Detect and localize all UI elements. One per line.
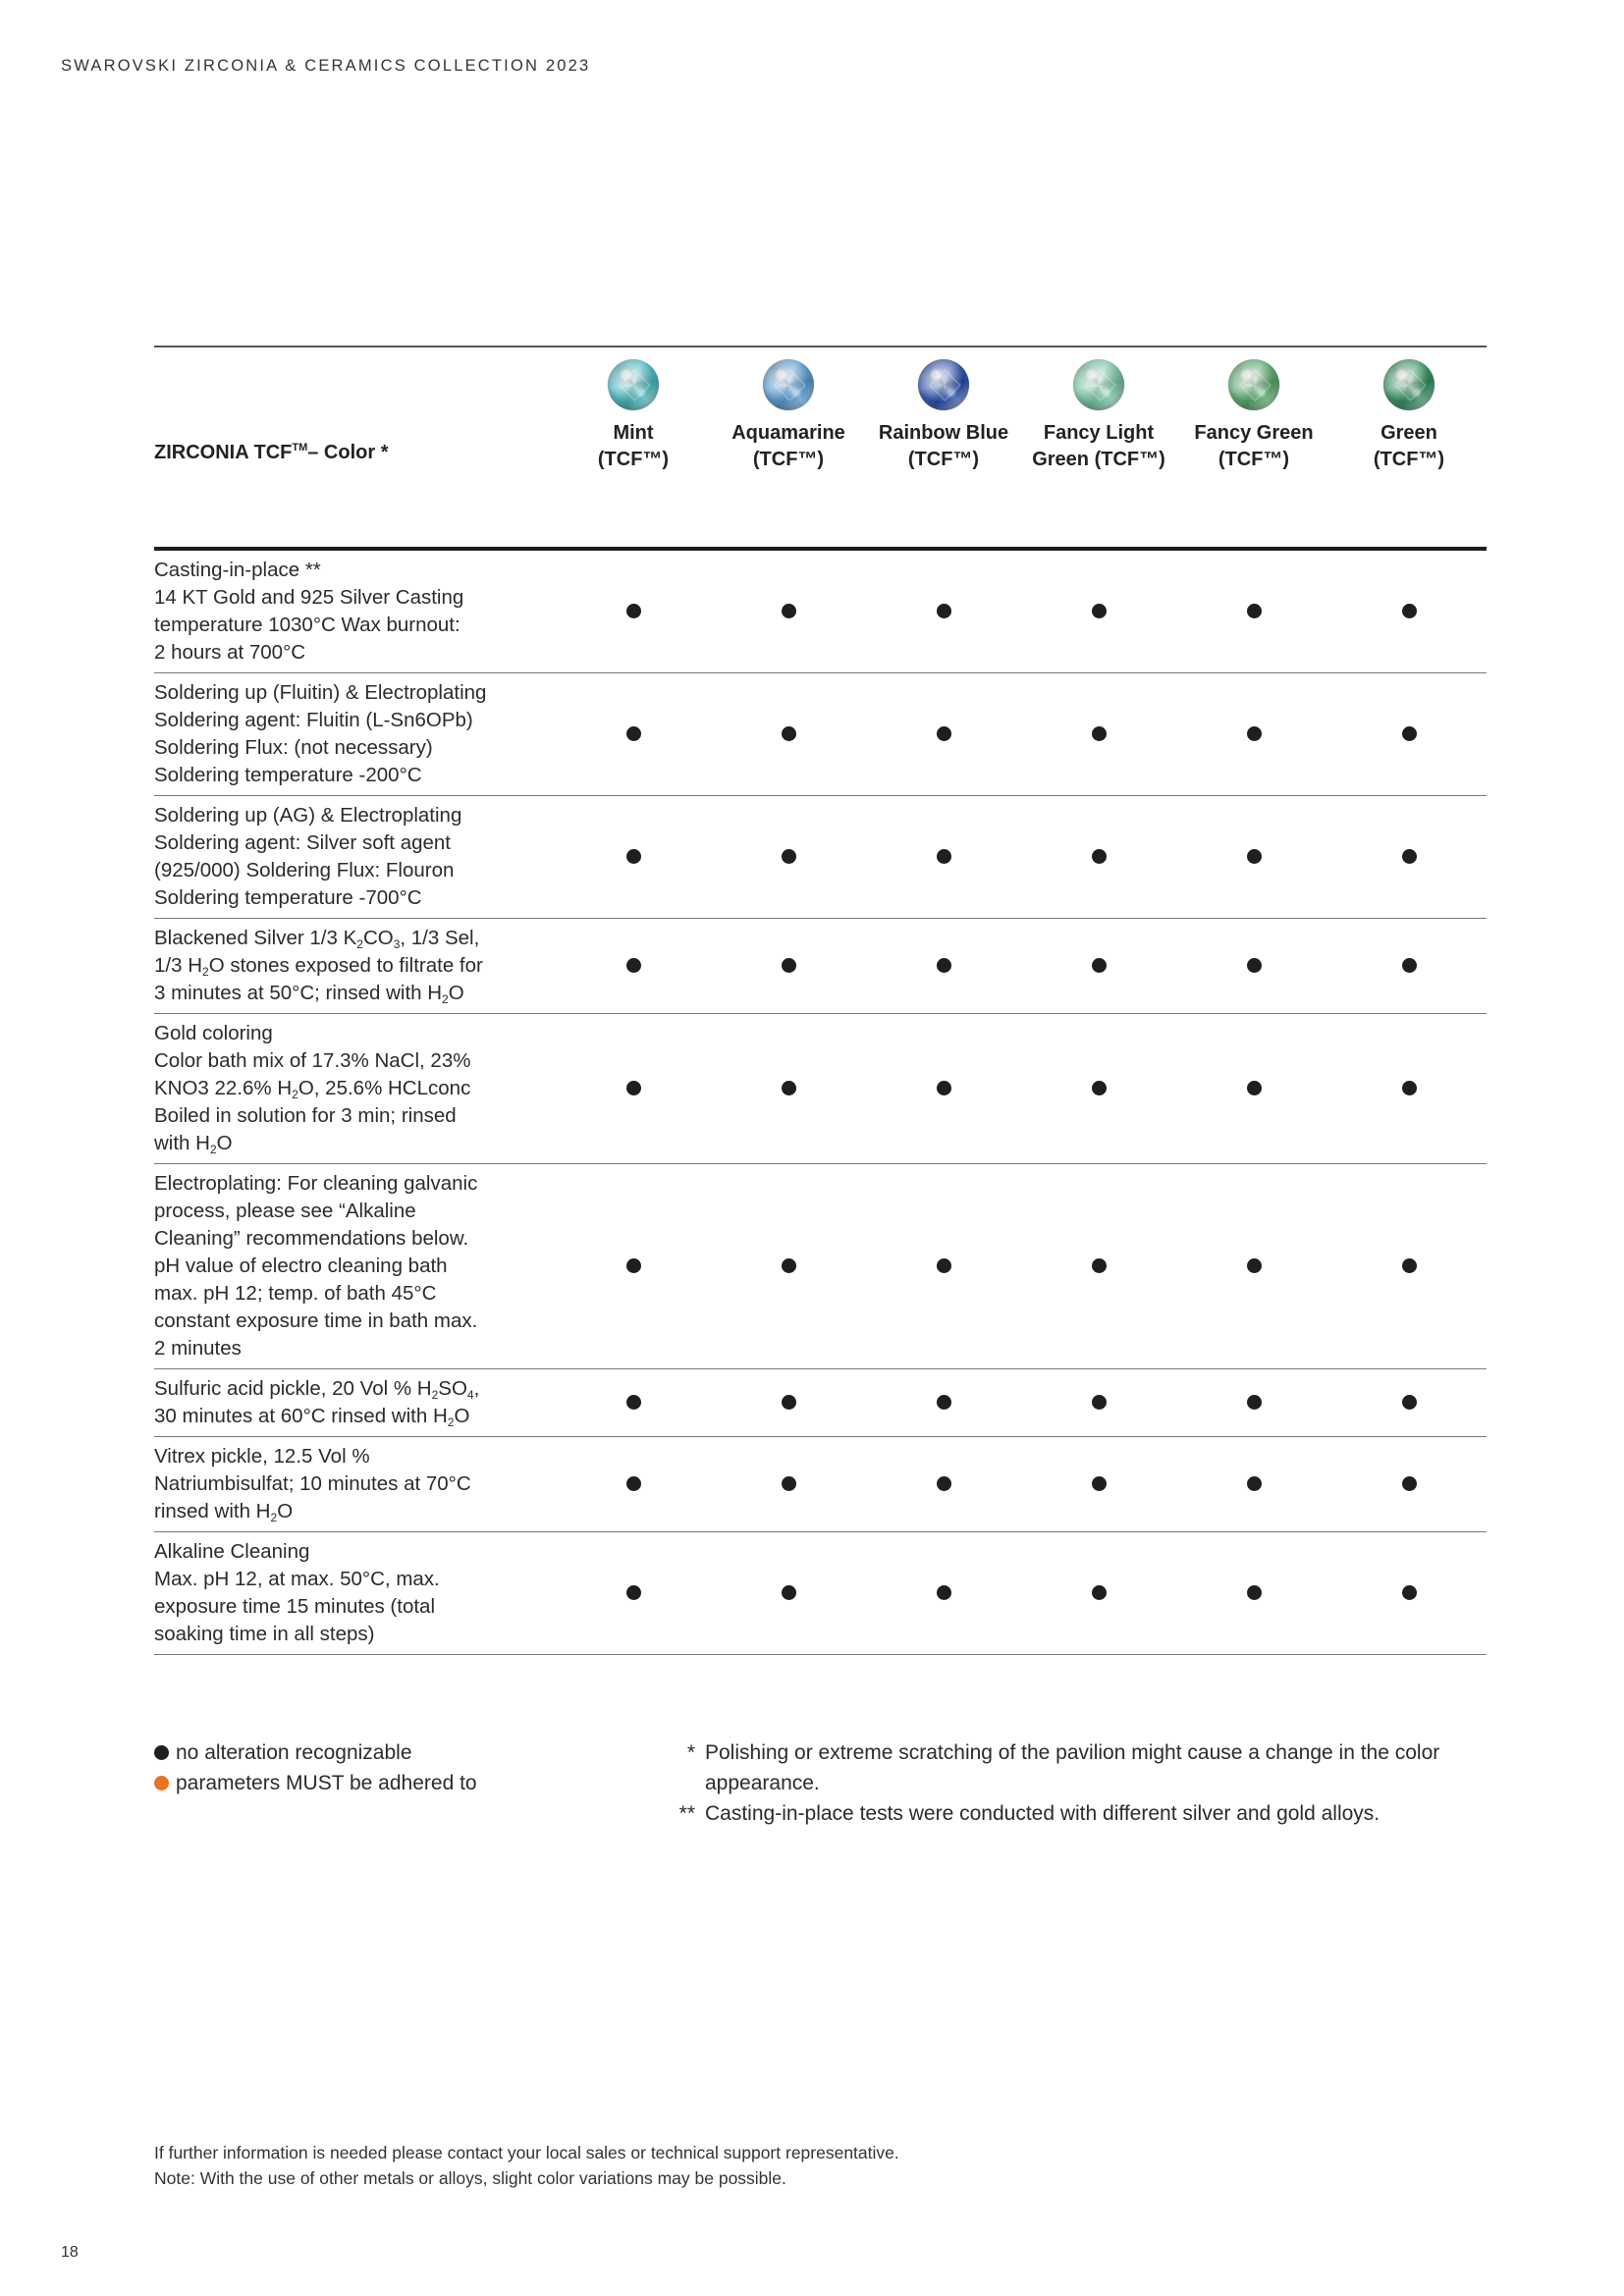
no-alteration-dot-icon	[626, 1258, 641, 1273]
process-description	[154, 1014, 557, 1163]
legend-item	[154, 1737, 477, 1768]
table-cell	[1176, 919, 1331, 1013]
contact-note	[154, 2140, 899, 2191]
table-cell	[1331, 796, 1487, 918]
table-cell	[1331, 1369, 1487, 1436]
table-cell	[712, 1532, 867, 1654]
column-header	[556, 347, 711, 547]
footnote	[664, 1737, 1489, 1798]
no-alteration-dot-icon	[626, 1585, 641, 1600]
footnotes	[664, 1737, 1489, 1829]
no-alteration-dot-icon	[782, 1395, 796, 1410]
table-row	[154, 551, 1487, 673]
process-description	[154, 919, 557, 1013]
table-cell	[1176, 673, 1331, 795]
column-label-line: (TCF™)	[597, 448, 670, 470]
table-cell	[1176, 551, 1331, 672]
process-description	[154, 796, 557, 918]
page-number: 18	[61, 2244, 79, 2261]
column-label-line: Green (TCF™)	[1032, 448, 1165, 470]
process-description-line: rinsed with $H_2O$	[154, 1499, 294, 1524]
table-cell	[866, 1369, 1021, 1436]
process-description-line: Soldering agent: Silver soft agent	[154, 830, 451, 854]
process-description-line: Soldering temperature -200°C	[154, 763, 422, 786]
no-alteration-dot-icon	[782, 726, 796, 741]
process-description-line: Sulfuric acid pickle, 20 Vol % $H_2SO_4$,	[154, 1376, 480, 1402]
table-cell	[866, 673, 1021, 795]
footnote-mark: *	[686, 1741, 695, 1764]
process-description	[154, 551, 557, 672]
table-cell	[1176, 1437, 1331, 1531]
no-alteration-dot-icon	[937, 1258, 951, 1273]
table-corner-label	[154, 347, 556, 547]
no-alteration-dot-icon	[1247, 849, 1262, 864]
table-cell	[1331, 1164, 1487, 1368]
table-cell	[1176, 1532, 1331, 1654]
must-adhere-dot-icon	[154, 1776, 169, 1790]
table-cell	[866, 1164, 1021, 1368]
process-description-line: temperature 1030°C Wax burnout:	[154, 613, 460, 636]
process-description	[154, 673, 557, 795]
no-alteration-dot-icon	[1402, 1476, 1417, 1491]
no-alteration-dot-icon	[1247, 1258, 1262, 1273]
no-alteration-dot-icon	[782, 604, 796, 618]
table-cell	[557, 1014, 712, 1163]
no-alteration-dot-icon	[1402, 604, 1417, 618]
process-description-line: with $H_2O$	[154, 1131, 233, 1156]
table-cell	[557, 551, 712, 672]
process-description-line: 3 minutes at 50°C; rinsed with $H_2O$	[154, 981, 464, 1006]
table-cell	[1176, 1164, 1331, 1368]
table-cell	[1331, 1437, 1487, 1531]
no-alteration-dot-icon	[1092, 849, 1107, 864]
no-alteration-dot-icon	[626, 604, 641, 618]
table-cell	[712, 1369, 867, 1436]
mint-stone-icon	[608, 359, 659, 410]
legend-label: parameters MUST be adhered to	[176, 1772, 477, 1794]
process-description-line: 1/3 $H_2O$ stones exposed to filtrate for	[154, 953, 483, 979]
table-header-row	[154, 347, 1487, 547]
no-alteration-dot-icon	[1092, 1476, 1107, 1491]
column-headers	[556, 347, 1487, 547]
process-description-line: Alkaline Cleaning	[154, 1539, 310, 1563]
legend-item	[154, 1768, 477, 1798]
table-cell	[1021, 919, 1176, 1013]
table-row	[154, 1369, 1487, 1437]
table-cell	[557, 673, 712, 795]
column-label	[1194, 420, 1313, 473]
column-label-line: (TCF™)	[752, 448, 825, 470]
table-body	[154, 551, 1487, 1655]
table-cell	[1331, 919, 1487, 1013]
table-row	[154, 919, 1487, 1014]
column-label	[598, 420, 669, 473]
no-alteration-dot-icon	[782, 849, 796, 864]
table-cell	[1021, 796, 1176, 918]
table-cell	[1176, 1014, 1331, 1163]
table-cell	[1176, 1369, 1331, 1436]
rainbow-blue-stone-icon	[918, 359, 969, 410]
table-cell	[712, 1437, 867, 1531]
column-label-line: Aquamarine	[731, 421, 845, 444]
table-row	[154, 673, 1487, 796]
process-description	[154, 1532, 557, 1654]
no-alteration-dot-icon	[937, 726, 951, 741]
note-line: Note: With the use of other metals or alloys, slight color variations may be possible.	[154, 2168, 786, 2188]
legend	[154, 1737, 477, 1798]
no-alteration-dot-icon	[1092, 1081, 1107, 1095]
table-row	[154, 1532, 1487, 1655]
process-description-line: Cleaning” recommendations below.	[154, 1226, 469, 1250]
no-alteration-dot-icon	[1092, 726, 1107, 741]
process-description-line: Max. pH 12, at max. 50°C, max.	[154, 1567, 440, 1590]
process-description-line: constant exposure time in bath max.	[154, 1308, 478, 1332]
process-description-line: pH value of electro cleaning bath	[154, 1254, 448, 1277]
table-cell	[557, 919, 712, 1013]
no-alteration-dot-icon	[1247, 726, 1262, 741]
no-alteration-dot-icon	[1092, 604, 1107, 618]
table-cell	[1021, 1437, 1176, 1531]
document-header: SWAROVSKI ZIRCONIA & CERAMICS COLLECTION 2023	[61, 57, 591, 75]
footnote	[664, 1798, 1489, 1829]
no-alteration-dot-icon	[1402, 726, 1417, 741]
no-alteration-dot-icon	[782, 1081, 796, 1095]
no-alteration-dot-icon	[782, 1476, 796, 1491]
column-header	[1176, 347, 1331, 547]
table-cell	[1331, 1014, 1487, 1163]
table-row	[154, 1437, 1487, 1532]
table-cell	[557, 796, 712, 918]
table-cell	[712, 796, 867, 918]
no-alteration-dot-icon	[626, 1395, 641, 1410]
process-description-line: Natriumbisulfat; 10 minutes at 70°C	[154, 1471, 471, 1495]
no-alteration-dot-icon	[1247, 604, 1262, 618]
table-cell	[1021, 1164, 1176, 1368]
column-label-line: (TCF™)	[1218, 448, 1290, 470]
table-cell	[1021, 551, 1176, 672]
table-cell	[866, 1532, 1021, 1654]
table-cell	[557, 1369, 712, 1436]
table-cell	[557, 1437, 712, 1531]
no-alteration-dot-icon	[626, 958, 641, 973]
table-cell	[1021, 673, 1176, 795]
table-cell	[712, 1014, 867, 1163]
process-description-line: Vitrex pickle, 12.5 Vol %	[154, 1444, 370, 1468]
table-cell	[557, 1532, 712, 1654]
footnote-text: Polishing or extreme scratching of the pavilion might cause a change in the color appearance.	[705, 1741, 1440, 1794]
table-cell	[712, 1164, 867, 1368]
green-stone-icon	[1383, 359, 1435, 410]
table-cell	[1176, 796, 1331, 918]
table-cell	[866, 1437, 1021, 1531]
table-cell	[1021, 1369, 1176, 1436]
corner-label-superscript: TM	[292, 441, 308, 454]
footnote-mark: **	[678, 1802, 695, 1825]
column-header	[866, 347, 1021, 547]
table-cell	[866, 919, 1021, 1013]
no-alteration-dot-icon	[1247, 1395, 1262, 1410]
corner-label-main: ZIRCONIA TCF	[154, 441, 293, 463]
column-label-line: (TCF™)	[1373, 448, 1445, 470]
process-description-line: Soldering up (AG) & Electroplating	[154, 803, 462, 827]
table-cell	[1331, 1532, 1487, 1654]
no-alteration-dot-icon	[1402, 1585, 1417, 1600]
process-description-line: Boiled in solution for 3 min; rinsed	[154, 1103, 457, 1127]
table-cell	[712, 551, 867, 672]
process-description-line: Soldering agent: Fluitin (L-Sn6OPb)	[154, 708, 473, 731]
no-alteration-dot-icon	[937, 1585, 951, 1600]
table-row	[154, 1164, 1487, 1369]
process-description-line: KNO3 22.6% $H_2O$, 25.6% HCLconc	[154, 1076, 471, 1101]
process-description-line: Color bath mix of 17.3% NaCl, 23%	[154, 1048, 471, 1072]
process-description-line: exposure time 15 minutes (total	[154, 1594, 435, 1618]
no-alteration-dot-icon	[937, 849, 951, 864]
table-row	[154, 1014, 1487, 1164]
no-alteration-dot-icon	[1402, 958, 1417, 973]
process-description-line: Casting-in-place **	[154, 558, 321, 581]
column-label-line: (TCF™)	[907, 448, 980, 470]
no-alteration-dot-icon	[626, 1476, 641, 1491]
column-label-line: Fancy Green	[1194, 421, 1314, 444]
no-alteration-dot-icon	[626, 1081, 641, 1095]
no-alteration-dot-icon	[1247, 958, 1262, 973]
process-description-line: 14 KT Gold and 925 Silver Casting	[154, 585, 464, 609]
process-description-line: 30 minutes at 60°C rinsed with $H_2O$	[154, 1404, 470, 1429]
no-alteration-dot-icon	[937, 958, 951, 973]
fancy-light-green-stone-icon	[1073, 359, 1124, 410]
column-label	[731, 420, 845, 473]
column-header	[1331, 347, 1487, 547]
contact-line: If further information is needed please contact your local sales or technical support representative.	[154, 2143, 899, 2163]
table-cell	[1331, 673, 1487, 795]
no-alteration-dot-icon	[1247, 1585, 1262, 1600]
no-alteration-dot-icon	[1092, 1585, 1107, 1600]
no-alteration-dot-icon	[782, 1258, 796, 1273]
no-alteration-dot-icon	[626, 726, 641, 741]
process-description	[154, 1437, 557, 1531]
no-alteration-dot-icon	[1402, 1395, 1417, 1410]
column-label	[1032, 420, 1165, 473]
table-row	[154, 796, 1487, 919]
no-alteration-dot-icon	[1092, 1258, 1107, 1273]
column-label-line: Mint	[613, 421, 654, 444]
no-alteration-dot-icon	[782, 958, 796, 973]
table-cell	[1331, 551, 1487, 672]
process-description-line: (925/000) Soldering Flux: Flouron	[154, 858, 455, 881]
column-label-line: Rainbow Blue	[878, 421, 1009, 444]
column-header	[711, 347, 866, 547]
fancy-green-stone-icon	[1228, 359, 1279, 410]
process-description-line: Soldering temperature -700°C	[154, 885, 422, 909]
column-label	[879, 420, 1008, 473]
no-alteration-dot-icon	[1247, 1081, 1262, 1095]
no-alteration-dot-icon	[626, 849, 641, 864]
no-alteration-dot-icon	[782, 1585, 796, 1600]
table-cell	[712, 919, 867, 1013]
no-alteration-dot-icon	[1092, 958, 1107, 973]
process-description-line: Soldering up (Fluitin) & Electroplating	[154, 680, 487, 704]
table-cell	[557, 1164, 712, 1368]
no-alteration-dot-icon	[937, 1395, 951, 1410]
process-description-line: process, please see “Alkaline	[154, 1199, 416, 1222]
table-cell	[712, 673, 867, 795]
table-cell	[866, 796, 1021, 918]
no-alteration-dot-icon	[1247, 1476, 1262, 1491]
process-description-line: max. pH 12; temp. of bath 45°C	[154, 1281, 437, 1305]
corner-label-rest: – Color *	[307, 441, 389, 463]
no-alteration-dot-icon	[1402, 849, 1417, 864]
column-label	[1374, 420, 1444, 473]
process-description-line: Soldering Flux: (not necessary)	[154, 735, 433, 759]
process-description	[154, 1369, 557, 1436]
column-header	[1021, 347, 1176, 547]
no-alteration-dot-icon	[1402, 1081, 1417, 1095]
table-cell	[1021, 1014, 1176, 1163]
process-description	[154, 1164, 557, 1368]
table-cell	[1021, 1532, 1176, 1654]
no-alteration-dot-icon	[937, 1081, 951, 1095]
column-label-line: Fancy Light	[1043, 421, 1155, 444]
process-description-line: Blackened Silver 1/3 $K_2CO_3$, 1/3 Sel,	[154, 926, 480, 951]
column-label-line: Green	[1380, 421, 1437, 444]
aquamarine-stone-icon	[763, 359, 814, 410]
compatibility-table	[154, 346, 1487, 1655]
table-cell	[866, 1014, 1021, 1163]
no-alteration-dot-icon	[1402, 1258, 1417, 1273]
footnote-text: Casting-in-place tests were conducted with different silver and gold alloys.	[705, 1802, 1380, 1825]
process-description-line: Gold coloring	[154, 1021, 273, 1044]
process-description-line: 2 minutes	[154, 1336, 242, 1360]
process-description-line: soaking time in all steps)	[154, 1622, 375, 1645]
no-alteration-dot-icon	[1092, 1395, 1107, 1410]
table-cell	[866, 551, 1021, 672]
process-description-line: 2 hours at 700°C	[154, 640, 306, 664]
no-alteration-dot-icon	[937, 604, 951, 618]
process-description-line: Electroplating: For cleaning galvanic	[154, 1171, 478, 1195]
no-alteration-dot-icon	[937, 1476, 951, 1491]
legend-label: no alteration recognizable	[176, 1741, 412, 1764]
no-alteration-dot-icon	[154, 1745, 169, 1760]
